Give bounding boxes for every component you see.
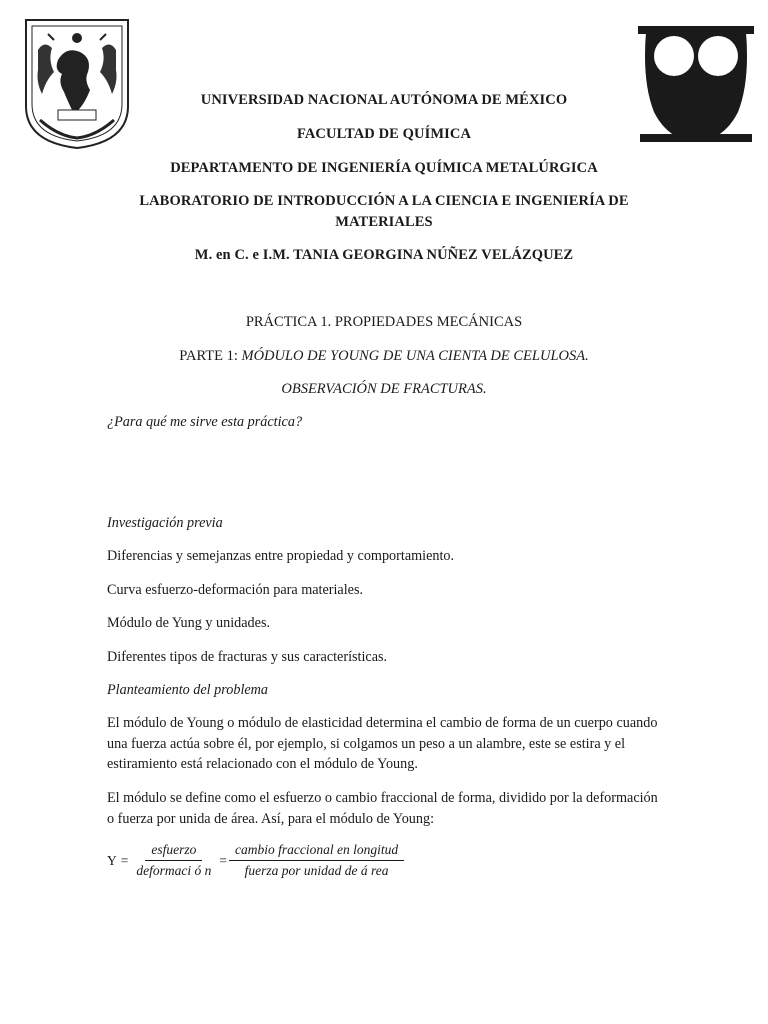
- professor-name: M. en C. e I.M. TANIA GEORGINA NÚÑEZ VELÁZQUEZ: [194, 247, 574, 263]
- formula-equals: =: [120, 852, 129, 868]
- fraction-denominator: fuerza por unidad de á rea: [244, 863, 389, 878]
- faculty-name: FACULTAD DE QUÍMICA: [296, 126, 472, 142]
- university-name: UNIVERSIDAD NACIONAL AUTÓNOMA DE MÉXICO: [200, 92, 568, 108]
- formula-equals: =: [219, 852, 227, 868]
- fraction-denominator: deformaci ó n: [136, 863, 212, 878]
- practice-title: PRÁCTICA 1. PROPIEDADES MECÁNICAS: [245, 314, 523, 330]
- part-title: MÓDULO DE YOUNG DE UNA CIENTA DE CELULOSA.: [241, 348, 589, 364]
- research-item: Módulo de Yung y unidades.: [107, 615, 271, 631]
- fraction-change-force: [229, 842, 404, 879]
- research-heading: Investigación previa: [107, 515, 223, 531]
- practice-subtitle: OBSERVACIÓN DE FRACTURAS.: [281, 381, 487, 397]
- young-modulus-formula: [107, 842, 404, 879]
- part-prefix: PARTE 1:: [179, 348, 242, 364]
- fraction-stress-strain: [130, 842, 217, 879]
- laboratory-name: LABORATORIO DE INTRODUCCIÓN A LA CIENCIA E INGENIERÍA DE MATERIALES: [139, 193, 629, 230]
- practice-part: [100, 346, 668, 366]
- fraction-numerator: cambio fraccional en longitud: [229, 842, 404, 861]
- problem-paragraph-2: El módulo se define como el esfuerzo o cambio fraccional de forma, dividido por la deformación o fuerza por unida de área. Así, para el módulo de Young:: [107, 790, 658, 827]
- research-item: Curva esfuerzo-deformación para materiales.: [107, 582, 364, 598]
- formula-lhs: Y: [107, 852, 117, 868]
- research-item: Diferencias y semejanzas entre propiedad y comportamiento.: [107, 548, 455, 564]
- fraction-numerator: esfuerzo: [145, 842, 202, 861]
- problem-paragraph-1: El módulo de Young o módulo de elasticidad determina el cambio de forma de un cuerpo cuando una fuerza actúa sobre él, por ejemplo, si colgamos un peso a un alambre, este se estira y el estiramiento está relacionado con el módulo de Young.: [107, 715, 658, 772]
- department-name: DEPARTAMENTO DE INGENIERÍA QUÍMICA METALÚRGICA: [170, 160, 598, 176]
- problem-heading: Planteamiento del problema: [107, 682, 269, 698]
- research-item: Diferentes tipos de fracturas y sus características.: [107, 649, 388, 665]
- purpose-question: ¿Para qué me sirve esta práctica?: [107, 414, 303, 430]
